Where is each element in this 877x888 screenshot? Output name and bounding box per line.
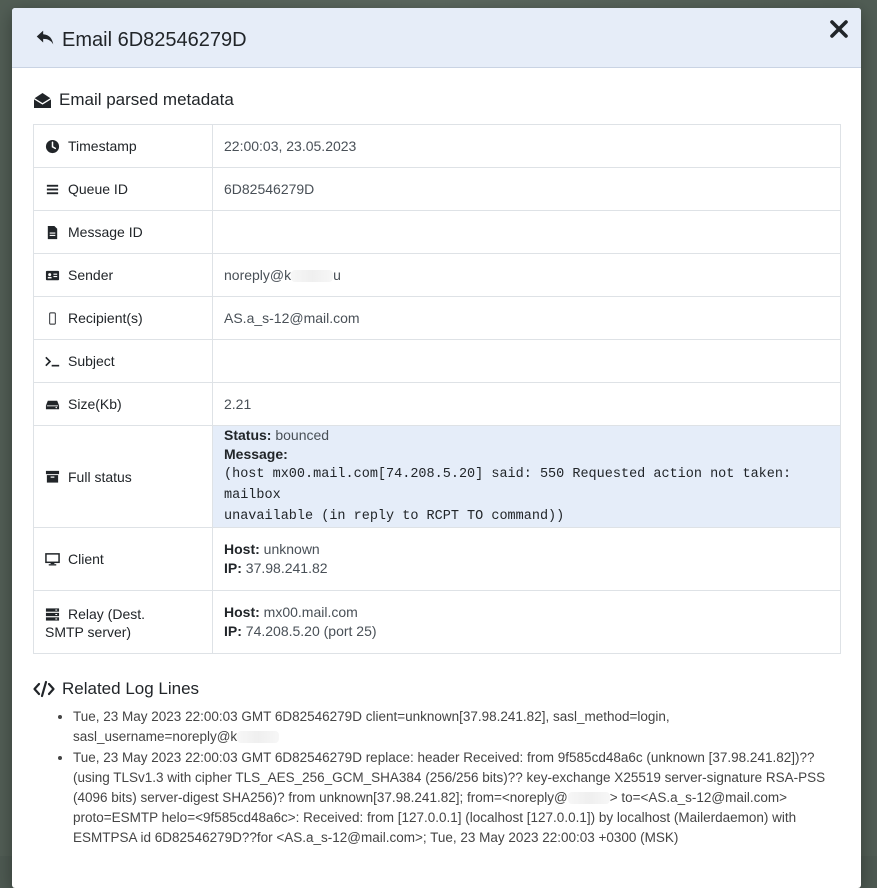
close-icon — [829, 19, 849, 39]
recipients-label: Recipient(s) — [68, 310, 143, 326]
sender-value-suffix: u — [333, 267, 341, 283]
table-row — [34, 125, 841, 168]
client-host-key: Host: — [224, 541, 260, 557]
client-ip-key: IP: — [224, 560, 242, 576]
status-message-line: unavailable (in reply to RCPT TO command)) — [224, 509, 565, 524]
table-row — [34, 211, 841, 254]
terminal-icon — [45, 354, 60, 369]
metadata-section-title-text: Email parsed metadata — [59, 90, 234, 109]
id-card-icon — [45, 268, 60, 283]
timestamp-value: 22:00:03, 23.05.2023 — [213, 125, 841, 168]
log-section-title — [33, 679, 841, 699]
table-row — [34, 383, 841, 426]
mobile-icon — [45, 311, 60, 326]
log-line-fragment: > to=<AS.a_s-12@mail.com> — [609, 790, 788, 805]
log-line-text: ESMTPSA id 6D82546279D??for <AS.a_s-12@mail.com>; Tue, 23 May 2023 22:00:03 +0300 (MSK) — [73, 830, 679, 845]
modal-header — [12, 8, 861, 68]
code-icon — [33, 680, 55, 698]
log-line-text: proto=ESMTP helo=<9f585cd48a6c>: Received: from [127.0.0.1] (localhost [127.0.0.1]) by localhost (Mailerdaemon) with — [73, 810, 797, 825]
log-line-text — [73, 788, 841, 808]
subject-label: Subject — [68, 353, 115, 369]
log-line-text — [73, 727, 841, 747]
log-line-text: • Tue, 23 May 2023 22:00:03 GMT 6D82546279D replace: header Received: from 9f585cd48a6c (unknown [37.98.241.82])?? — [73, 750, 815, 765]
redacted-text — [291, 270, 333, 282]
table-row — [34, 340, 841, 383]
reply-arrow-icon — [34, 26, 56, 54]
table-row — [34, 297, 841, 340]
sender-label: Sender — [68, 267, 114, 283]
relay-host-key: Host: — [224, 604, 260, 620]
relay-ip-value: 74.208.5.20 (port 25) — [245, 623, 377, 639]
recipients-value: AS.a_s-12@mail.com — [213, 297, 841, 340]
relay-host-value: mx00.mail.com — [263, 604, 358, 620]
queue-id-value: 6D82546279D — [213, 168, 841, 211]
log-lines-list — [33, 707, 841, 848]
relay-label-line: SMTP server) — [45, 623, 132, 640]
message-id-value — [213, 211, 841, 254]
status-key: Status: — [224, 427, 272, 443]
desktop-icon — [45, 552, 60, 567]
subject-value — [213, 340, 841, 383]
envelope-open-icon — [33, 92, 52, 109]
status-value: bounced — [275, 427, 330, 443]
log-section-title-text: Related Log Lines — [62, 679, 200, 698]
log-line-text: (using TLSv1.3 with cipher TLS_AES_256_GCM_SHA384 (256/256 bits)?? key-exchange X25519 server-signature RSA-PSS — [73, 770, 826, 785]
full-status-label: Full status — [68, 468, 132, 485]
redacted-text — [568, 792, 610, 804]
modal-title-text: Email 6D82546279D — [62, 28, 247, 51]
relay-ip-key: IP: — [224, 623, 242, 639]
metadata-section-title — [33, 90, 841, 110]
timestamp-label: Timestamp — [68, 138, 137, 154]
sender-value — [213, 254, 841, 297]
log-line-fragment: (4096 bits) server-digest SHA256)? from unknown[37.98.241.82]; from=<noreply@ — [73, 790, 568, 805]
sender-value-prefix: noreply@k — [224, 267, 292, 283]
list-item — [73, 748, 841, 848]
file-icon — [45, 225, 60, 240]
queue-id-label: Queue ID — [68, 181, 128, 197]
close-button[interactable] — [827, 17, 851, 41]
log-line-fragment: sasl_username=noreply@k — [73, 729, 238, 744]
client-value — [213, 528, 841, 591]
message-id-label: Message ID — [68, 224, 143, 240]
archive-icon — [45, 469, 60, 484]
client-ip-value: 37.98.241.82 — [245, 560, 328, 576]
clock-icon — [45, 139, 60, 154]
server-icon — [45, 607, 60, 622]
full-status-value — [213, 426, 841, 528]
table-row — [34, 168, 841, 211]
status-message-line: (host mx00.mail.com[74.208.5.20] said: 550 Requested action not taken: mailbox — [224, 467, 792, 503]
size-label: Size(Kb) — [68, 396, 122, 412]
modal-title — [34, 26, 247, 54]
client-label: Client — [68, 551, 104, 567]
relay-label-line: Relay (Dest. — [68, 605, 146, 622]
redacted-text — [237, 731, 279, 743]
message-key: Message: — [224, 446, 288, 462]
table-row — [34, 426, 841, 528]
table-row — [34, 254, 841, 297]
hard-drive-icon — [45, 397, 60, 412]
relay-value — [213, 591, 841, 654]
size-value: 2.21 — [213, 383, 841, 426]
table-row — [34, 528, 841, 591]
table-row — [34, 591, 841, 654]
list-icon — [45, 182, 60, 197]
metadata-table — [33, 124, 841, 654]
email-detail-modal — [12, 8, 861, 888]
list-item — [73, 707, 841, 747]
log-line-text: • Tue, 23 May 2023 22:00:03 GMT 6D82546279D client=unknown[37.98.241.82], sasl_method=login, — [73, 709, 670, 724]
client-host-value: unknown — [263, 541, 320, 557]
